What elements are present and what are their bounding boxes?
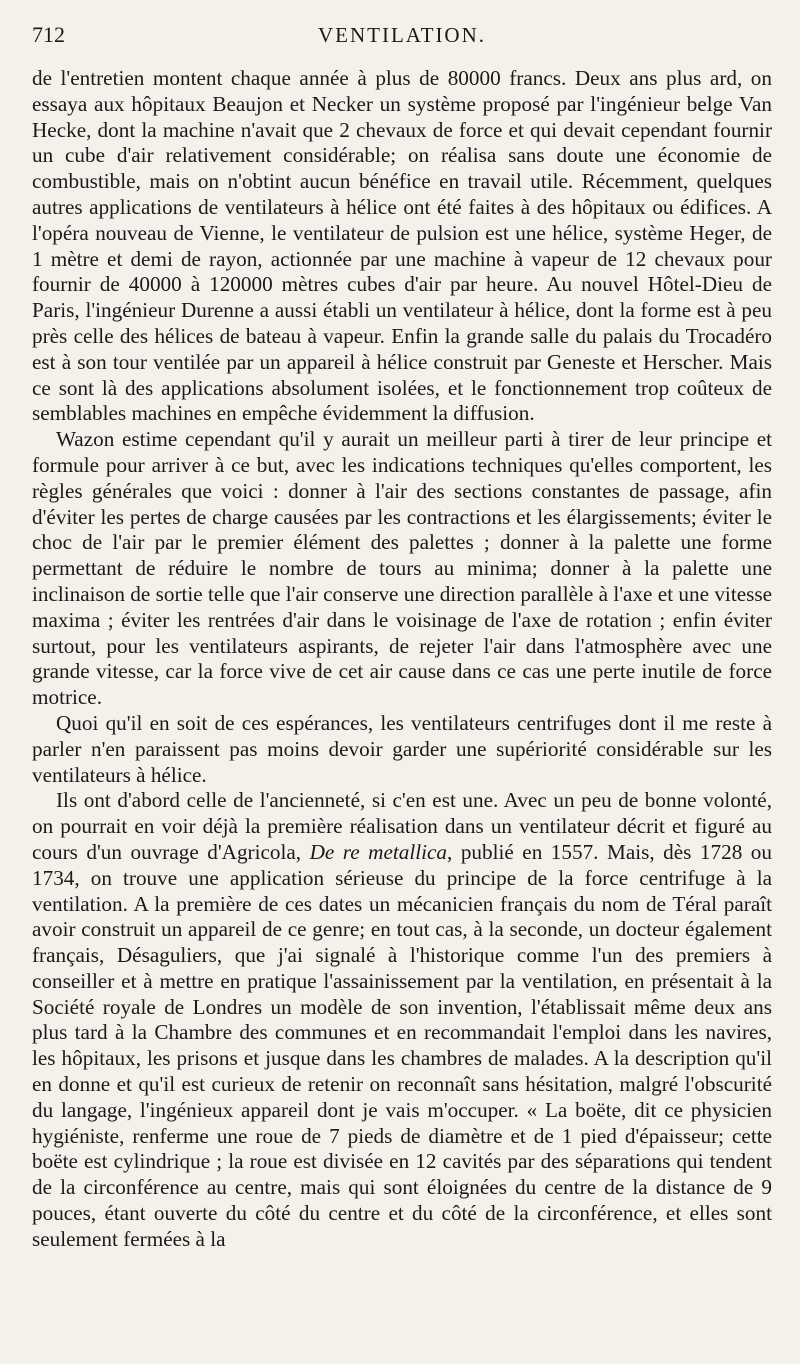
paragraph: Quoi qu'il en soit de ces espérances, les ventilateurs centrifuges dont il me reste à parler n'en paraissent pas moins devoir garder une supériorité considérable sur les ventilateurs à hélice. [32, 710, 772, 787]
page-number: 712 [32, 22, 65, 47]
paragraph-text: , publié en 1557. Mais, dès 1728 ou 1734, on trouve une application sérieuse du principe de la force centrifuge à la ventilation. A la première de ces dates un mécanicien français du nom de Téral paraît avoir construit un appareil de ce genre; en tout cas, à la seconde, un docteur également français, Désaguliers, que j'ai signalé à l'historique comme l'un des premiers à conseiller et à mettre en pratique l'assainissement par la ventilation, en présentait à la Société royale de Londres un modèle de son invention, l'établissait même deux ans plus tard à la Chambre des communes et en recommandait l'emploi dans les navires, les hôpitaux, les prisons et jusque dans les chambres de malades. A la description qu'il en donne et qu'il est curieux de retenir on reconnaît sans hésitation, malgré l'obscurité du langage, l'ingénieux appareil dont je vais m'occuper. « La boëte, dit ce physicien hygiéniste, renferme une roue de 7 pieds de diamètre et de 1 pied d'épaisseur; cette boëte est cylindrique ; la roue est divisée en 12 cavités par des séparations qui tendent de la circonférence au centre, mais qui sont éloignées du centre de la distance de 9 pouces, étant ouverte du côté du centre et du côté de la circonférence, et elles sont seulement fermées à la [32, 839, 772, 1251]
body-text [32, 66, 772, 1253]
paragraph-text: Ils ont d'abord celle de l'ancienneté, si c'en est une. Avec un peu de bonne volonté, on pourrait en voir déjà la première réalisation dans un ventilateur décrit et figuré au cours d'un ouvrage d'Agricola, [32, 788, 772, 864]
paragraph [32, 788, 772, 1252]
book-title: De re metallica [309, 839, 448, 864]
page-header [32, 22, 772, 58]
paragraph: Wazon estime cependant qu'il y aurait un meilleur parti à tirer de leur principe et formule pour arriver à ce but, avec les indications techniques qu'elles comportent, les règles générales que voici : donner à l'air des sections constantes de passage, afin d'éviter les pertes de charge causées par les contractions et les élargissements; éviter le choc de l'air par le premier élément des palettes ; donner à la palette une forme permettant de réduire le nombre de tours au minima; donner à la palette une inclinaison de sortie telle que l'air conserve une direction parallèle à l'axe et une vitesse maxima ; éviter les rentrées d'air dans le voisinage de l'axe de rotation ; enfin éviter surtout, pour les ventilateurs aspirants, de rejeter l'air dans l'atmosphère avec une grande vitesse, car la force vive de cet air cause dans ce cas une perte inutile de force motrice. [32, 427, 772, 710]
paragraph: de l'entretien montent chaque année à plus de 80000 francs. Deux ans plus ard, on essaya aux hôpitaux Beaujon et Necker un système proposé par l'ingénieur belge Van Hecke, dont la machine n'avait que 2 chevaux de force et qui devait cependant fournir un cube d'air relativement considérable; on réalisa sans doute une économie de combustible, mais on n'obtint aucun bénéfice en travail utile. Récemment, quelques autres applications de ventilateurs à hélice ont été faites à des hôpitaux ou édifices. A l'opéra nouveau de Vienne, le ventilateur de pulsion est une hélice, système Heger, de 1 mètre et demi de rayon, actionnée par une machine à vapeur de 12 chevaux pour fournir de 40000 à 120000 mètres cubes d'air par heure. Au nouvel Hôtel-Dieu de Paris, l'ingénieur Durenne a aussi établi un ventilateur à hélice, dont la forme est à peu près celle des hélices de bateau à vapeur. Enfin la grande salle du palais du Trocadéro est à son tour ventilée par un appareil à hélice construit par Geneste et Herscher. Mais ce sont là des applications absolument isolées, et le fonctionnement trop coûteux de semblables machines en empêche évidemment la diffusion. [32, 66, 772, 426]
running-title: VENTILATION. [317, 23, 487, 47]
